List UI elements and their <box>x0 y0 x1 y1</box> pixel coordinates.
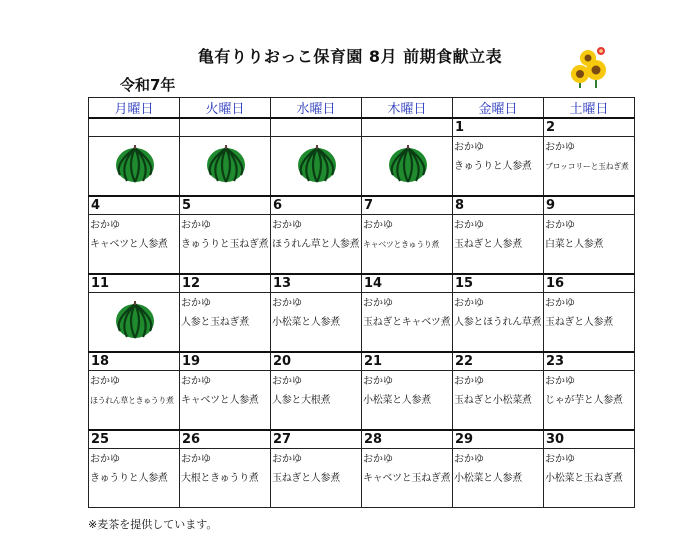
meal-side: 白菜と人参煮 <box>545 239 604 250</box>
meal-side: 玉ねぎと人参煮 <box>272 473 340 484</box>
date-cell: 16 <box>544 274 635 293</box>
date-cell: 8 <box>453 196 544 215</box>
watermelon-cell <box>180 137 271 197</box>
meal-side: 小松菜と人参煮 <box>363 395 431 406</box>
meal-cell <box>453 137 544 197</box>
date-row <box>89 118 635 137</box>
watermelon-icon <box>295 144 339 184</box>
meal-side: 人参とほうれん草煮 <box>454 317 542 328</box>
meal-main: おかゆ <box>454 142 484 153</box>
menu-calendar <box>88 97 635 508</box>
weekday-mon: 月曜日 <box>89 98 180 119</box>
watermelon-cell <box>271 137 362 197</box>
meal-cell <box>180 293 271 353</box>
date-cell: 29 <box>453 430 544 449</box>
date-cell: 26 <box>180 430 271 449</box>
meal-cell <box>544 215 635 275</box>
date-cell: 12 <box>180 274 271 293</box>
date-cell: 7 <box>362 196 453 215</box>
meal-side: 人参と玉ねぎ煮 <box>181 317 249 328</box>
meal-cell <box>362 449 453 508</box>
meal-row <box>89 215 635 275</box>
date-cell: 22 <box>453 352 544 371</box>
date-cell <box>271 118 362 137</box>
watermelon-icon <box>386 144 430 184</box>
meal-cell <box>271 215 362 275</box>
meal-side: キャベツときゅうり煮 <box>363 240 439 249</box>
date-row <box>89 352 635 371</box>
meal-main: おかゆ <box>545 220 575 231</box>
watermelon-icon <box>113 144 157 184</box>
meal-side: じゃが芋と人参煮 <box>545 395 623 406</box>
meal-row <box>89 449 635 508</box>
meal-side: ほうれん草と人参煮 <box>272 239 360 250</box>
meal-main: おかゆ <box>181 220 211 231</box>
meal-side: キャベツと玉ねぎ煮 <box>363 473 451 484</box>
meal-side: 小松菜と人参煮 <box>272 317 340 328</box>
meal-cell <box>89 371 180 431</box>
meal-main: おかゆ <box>454 220 484 231</box>
date-cell: 25 <box>89 430 180 449</box>
meal-side: きゅうりと人参煮 <box>90 473 168 484</box>
meal-side: 小松菜と人参煮 <box>454 473 522 484</box>
meal-side: ブロッコリーと玉ねぎ煮 <box>545 162 629 171</box>
watermelon-icon <box>113 300 157 340</box>
meal-cell <box>362 215 453 275</box>
weekday-wed: 水曜日 <box>271 98 362 119</box>
date-cell: 30 <box>544 430 635 449</box>
date-cell <box>362 118 453 137</box>
date-cell: 1 <box>453 118 544 137</box>
meal-main: おかゆ <box>363 454 393 465</box>
era-label: 令和7年 <box>120 76 176 94</box>
meal-main: おかゆ <box>454 376 484 387</box>
page-title: 亀有りりおっこ保育園 8月 前期食献立表 <box>197 47 503 66</box>
meal-cell <box>544 449 635 508</box>
meal-cell <box>362 371 453 431</box>
date-row <box>89 430 635 449</box>
meal-side: 玉ねぎとキャベツ煮 <box>363 317 451 328</box>
meal-main: おかゆ <box>90 376 120 387</box>
meal-main: おかゆ <box>454 298 484 309</box>
meal-cell <box>271 371 362 431</box>
meal-side: ほうれん草ときゅうり煮 <box>90 396 174 405</box>
meal-side: 小松菜と玉ねぎ煮 <box>545 473 623 484</box>
meal-main: おかゆ <box>545 142 575 153</box>
meal-cell <box>453 293 544 353</box>
weekday-sat: 土曜日 <box>544 98 635 119</box>
meal-side: 玉ねぎと人参煮 <box>454 239 522 250</box>
footer-note: ※麦茶を提供しています。 <box>88 518 218 531</box>
meal-cell <box>544 293 635 353</box>
meal-cell <box>271 293 362 353</box>
meal-main: おかゆ <box>363 298 393 309</box>
watermelon-cell <box>362 137 453 197</box>
watermelon-cell <box>89 137 180 197</box>
date-cell <box>180 118 271 137</box>
meal-main: おかゆ <box>363 220 393 231</box>
date-cell: 9 <box>544 196 635 215</box>
meal-row <box>89 137 635 197</box>
meal-side: 人参と大根煮 <box>272 395 331 406</box>
meal-cell <box>89 449 180 508</box>
meal-row <box>89 371 635 431</box>
meal-side: 玉ねぎと小松菜煮 <box>454 395 532 406</box>
meal-cell <box>180 215 271 275</box>
date-cell: 18 <box>89 352 180 371</box>
weekday-thu: 木曜日 <box>362 98 453 119</box>
meal-main: おかゆ <box>181 298 211 309</box>
date-cell: 19 <box>180 352 271 371</box>
date-cell: 5 <box>180 196 271 215</box>
date-row <box>89 196 635 215</box>
meal-cell <box>271 449 362 508</box>
meal-main: おかゆ <box>181 454 211 465</box>
weekday-header-row <box>89 98 635 119</box>
date-cell: 27 <box>271 430 362 449</box>
date-cell: 21 <box>362 352 453 371</box>
meal-cell <box>453 371 544 431</box>
watermelon-cell <box>89 293 180 353</box>
meal-main: おかゆ <box>363 376 393 387</box>
date-cell: 13 <box>271 274 362 293</box>
meal-main: おかゆ <box>272 298 302 309</box>
date-cell: 28 <box>362 430 453 449</box>
date-row <box>89 274 635 293</box>
date-cell: 11 <box>89 274 180 293</box>
meal-side: 大根ときゅうり煮 <box>181 473 259 484</box>
meal-main: おかゆ <box>90 454 120 465</box>
watermelon-icon <box>204 144 248 184</box>
date-cell: 4 <box>89 196 180 215</box>
meal-main: おかゆ <box>454 454 484 465</box>
date-cell: 6 <box>271 196 362 215</box>
meal-main: おかゆ <box>272 454 302 465</box>
meal-cell <box>453 449 544 508</box>
meal-row <box>89 293 635 353</box>
meal-cell <box>89 215 180 275</box>
sunflower-icon <box>566 44 616 88</box>
date-cell: 23 <box>544 352 635 371</box>
meal-side: きゅうりと人参煮 <box>454 161 532 172</box>
meal-side: 玉ねぎと人参煮 <box>545 317 613 328</box>
date-cell: 20 <box>271 352 362 371</box>
date-cell: 15 <box>453 274 544 293</box>
meal-cell <box>362 293 453 353</box>
weekday-tue: 火曜日 <box>180 98 271 119</box>
date-cell: 14 <box>362 274 453 293</box>
meal-cell <box>544 371 635 431</box>
meal-cell <box>180 371 271 431</box>
meal-side: キャベツと人参煮 <box>181 395 259 406</box>
meal-main: おかゆ <box>90 220 120 231</box>
weekday-fri: 金曜日 <box>453 98 544 119</box>
meal-main: おかゆ <box>545 376 575 387</box>
date-cell: 2 <box>544 118 635 137</box>
meal-main: おかゆ <box>272 220 302 231</box>
meal-main: おかゆ <box>545 454 575 465</box>
meal-main: おかゆ <box>272 376 302 387</box>
meal-side: きゅうりと玉ねぎ煮 <box>181 239 269 250</box>
meal-cell <box>544 137 635 197</box>
meal-side: キャベツと人参煮 <box>90 239 168 250</box>
meal-cell <box>180 449 271 508</box>
meal-cell <box>453 215 544 275</box>
meal-main: おかゆ <box>181 376 211 387</box>
date-cell <box>89 118 180 137</box>
meal-main: おかゆ <box>545 298 575 309</box>
